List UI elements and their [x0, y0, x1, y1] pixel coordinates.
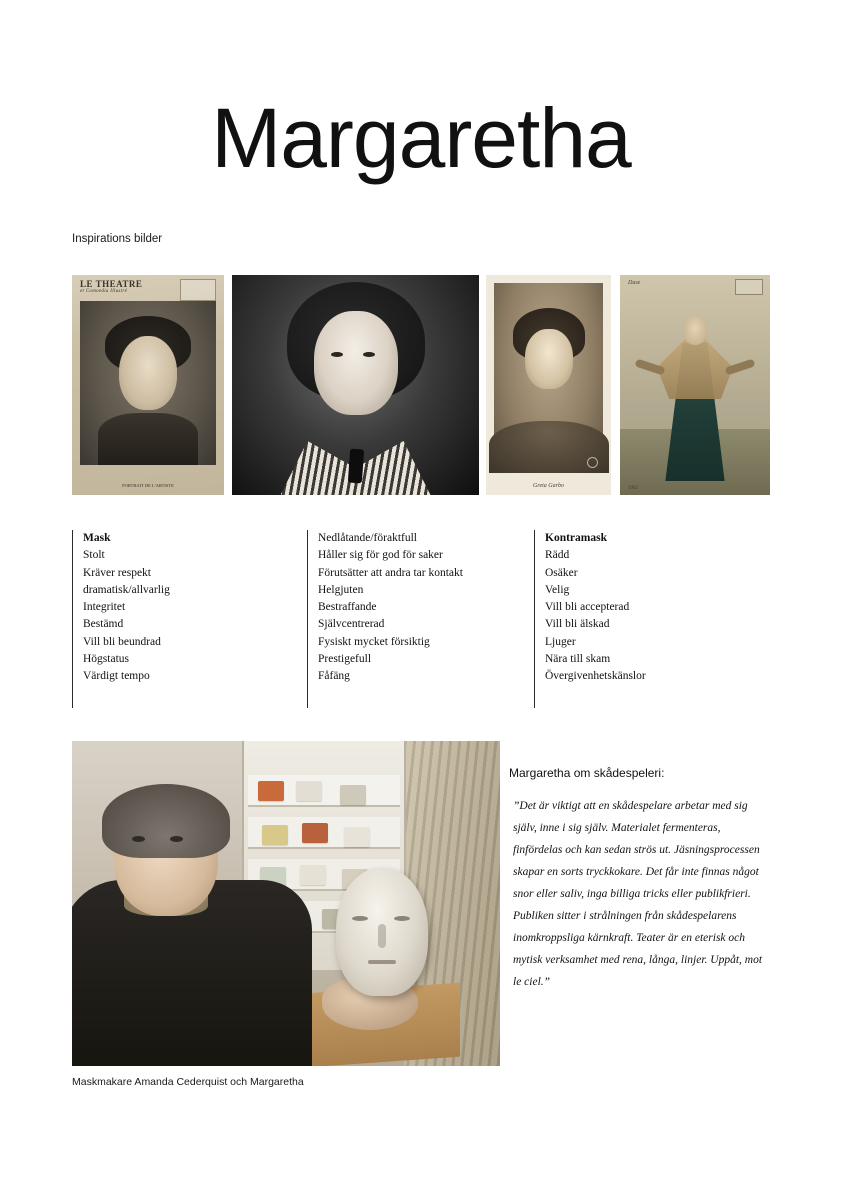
list-item: Förutsätter att andra tar kontakt — [318, 566, 463, 579]
photo4-bottom-text: 1902 — [628, 486, 638, 491]
list-item: Vill bli accepterad — [545, 601, 630, 614]
mask-mouth — [368, 960, 396, 964]
trait-column-mask-heading: Mask — [83, 532, 111, 544]
list-item: Håller sig för god för saker — [318, 549, 443, 562]
list-item: Velig — [545, 583, 570, 596]
list-item: Osäker — [545, 566, 578, 579]
quote-heading: Margaretha om skådespeleri: — [509, 766, 665, 780]
photo1-portrait-frame — [80, 301, 216, 465]
photo4-label: Duse — [628, 280, 641, 286]
inspiration-label: Inspirations bilder — [72, 233, 163, 245]
workshop-person — [72, 766, 312, 1066]
person-eye-left — [132, 836, 145, 842]
list-item: Integritet — [83, 601, 126, 614]
trait-column-mask-continued — [307, 530, 535, 708]
inspiration-image-strip — [72, 275, 770, 495]
list-item: Vill bli älskad — [545, 618, 610, 631]
photo2-eye-left — [331, 352, 343, 357]
photo3-caption: Greta Garbo — [533, 483, 564, 489]
inspiration-photo-3 — [486, 275, 611, 495]
photo2-eye-right — [363, 352, 375, 357]
photo4-head — [683, 317, 707, 345]
list-item: Högstatus — [83, 653, 129, 666]
workshop-photo — [72, 741, 500, 1066]
list-item: dramatisk/allvarlig — [83, 583, 170, 596]
mask-eye-right — [394, 916, 410, 921]
photo2-face — [314, 311, 398, 415]
list-item: Vill bli beundrad — [83, 635, 161, 648]
page-title: Margaretha — [211, 91, 631, 185]
list-item: Prestigefull — [318, 653, 372, 666]
theatre-mask — [336, 868, 428, 996]
inspiration-photo-4 — [620, 275, 770, 495]
inspiration-photo-1 — [72, 275, 224, 495]
list-item: Ljuger — [545, 635, 576, 648]
quote-text: ”Det är viktigt att en skådespelare arbetar med sig själv, inne i sig själv. Materialet fermenteras, finfördelas och kan sedan strös ut. Jäsningsprocessen skapar en sorts tryckkokare. Det får inte finnas något snor eller saliv, inga billiga tricks eller publikfrieri. Publiken sitter i strålningen från skådespelarens inomkroppsliga kärnkraft. Teater är en eterisk och mytisk verksamhet med rena, långa, linjer. Uppåt, mot le ciel.” — [513, 800, 763, 988]
list-item: Kräver respekt — [83, 566, 152, 579]
list-item: Rädd — [545, 549, 570, 562]
photo1-caption: PORTRAIT DE L'ARTISTE — [122, 482, 174, 488]
list-item: Bestraffande — [318, 601, 377, 614]
mask-nose — [378, 924, 386, 948]
photo4-figure — [651, 311, 739, 481]
list-item: Värdigt tempo — [83, 670, 150, 683]
person-eye-right — [170, 836, 183, 842]
trait-column-kontramask-heading: Kontramask — [545, 532, 607, 544]
list-item: Övergivenhetskänslor — [545, 670, 646, 683]
photo1-face — [119, 336, 177, 410]
photo1-body — [98, 413, 198, 465]
photo2-tie — [347, 449, 363, 484]
workshop-photo-caption: Maskmakare Amanda Cederquist och Margaretha — [72, 1076, 304, 1088]
list-item: Stolt — [83, 549, 105, 562]
list-item: Fysiskt mycket försiktig — [318, 635, 430, 648]
photo1-corner-box — [180, 279, 216, 301]
list-item: Bestämd — [83, 618, 124, 631]
photo1-masthead-subtitle: et Comoedia Illustré — [80, 289, 128, 294]
photo3-stamp-icon — [587, 457, 598, 468]
list-item: Fåfäng — [318, 670, 350, 683]
photo3-image-area — [494, 283, 603, 473]
list-item: Helgjuten — [318, 583, 364, 596]
list-item: Nedlåtande/föraktfull — [318, 532, 417, 544]
list-item: Självcentrerad — [318, 618, 385, 631]
photo3-face — [525, 329, 573, 389]
mask-eye-left — [352, 916, 368, 921]
trait-columns — [72, 530, 772, 710]
person-hair — [102, 784, 230, 858]
photo4-corner-box — [735, 279, 763, 295]
trait-column-kontramask — [534, 530, 772, 708]
inspiration-photo-2 — [232, 275, 479, 495]
list-item: Nära till skam — [545, 653, 611, 666]
trait-column-mask — [72, 530, 300, 708]
photo1-masthead-title: LE THEATRE — [80, 279, 143, 289]
